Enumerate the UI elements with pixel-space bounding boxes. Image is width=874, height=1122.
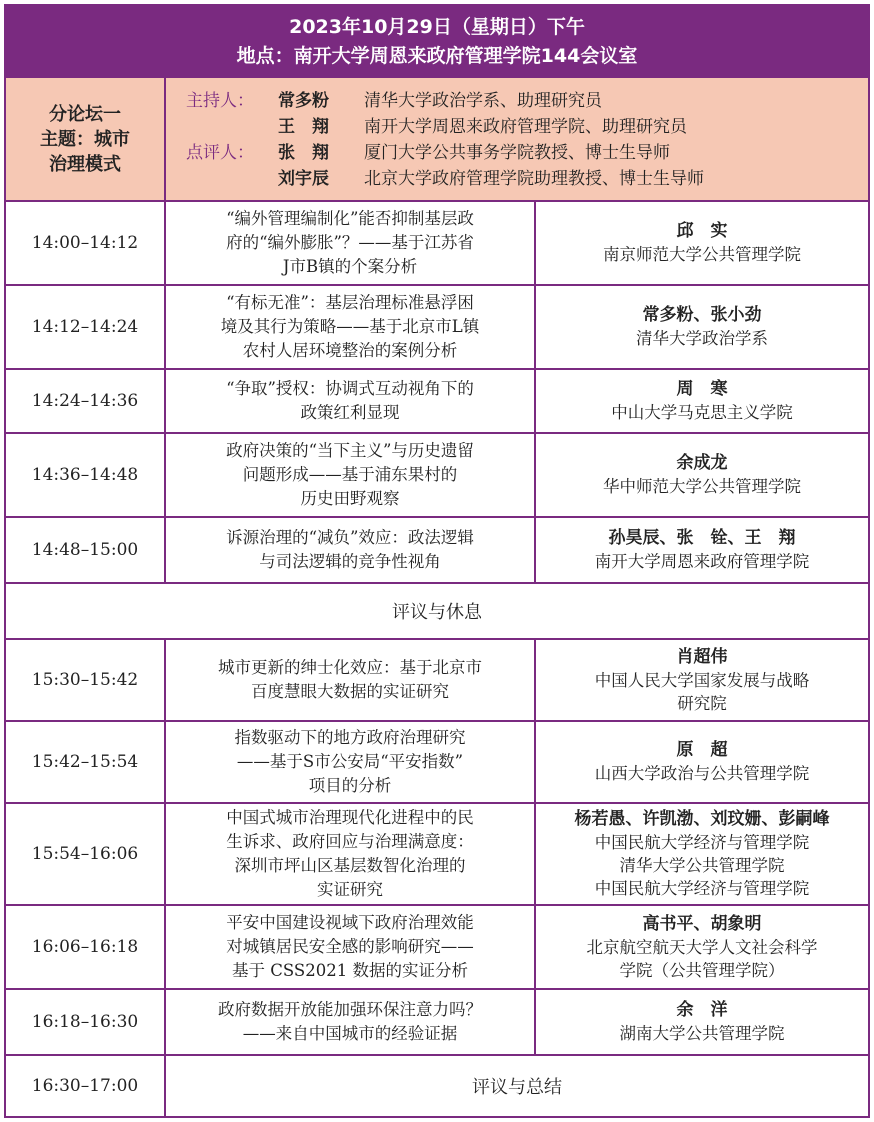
paper-title (166, 804, 536, 904)
paper-title (166, 906, 536, 988)
session-row (6, 286, 868, 370)
presenter-cell (536, 722, 868, 802)
paper-title-line: 诉源治理的“减负”效应：政法逻辑 (226, 528, 474, 547)
presenter-affiliation: 研究院 (677, 693, 727, 713)
session-row (6, 906, 868, 990)
paper-title (166, 640, 536, 720)
paper-title-line: 府的“编外膨胀”？——基于江苏省 (226, 233, 474, 252)
person-affiliation: 北京大学政府管理学院助理教授、博士生导师 (364, 169, 704, 189)
paper-title-line: “争取”授权：协调式互动视角下的 (226, 379, 474, 398)
paper-title-line: 深圳市坪山区基层数智化治理的 (234, 856, 466, 875)
paper-title-line: “有标无准”：基层治理标准悬浮困 (226, 293, 474, 312)
session-row (6, 640, 868, 722)
person-row (186, 88, 704, 114)
paper-title-line: ——基于S市公安局“平安指数” (236, 752, 464, 771)
paper-title-line: 问题形成——基于浦东果村的 (242, 465, 458, 484)
person-role (186, 114, 278, 140)
presenter-affiliation: 中国民航大学经济与管理学院 (594, 879, 810, 898)
presenter-affiliation: 北京航空航天大学人文社会科学 (586, 937, 818, 957)
forum-theme: 主题：城市 (40, 128, 130, 150)
paper-title-line: J市B镇的个案分析 (282, 257, 418, 276)
paper-title-line: 生诉求、政府回应与治理满意度： (226, 832, 474, 851)
paper-title-line: 实证研究 (317, 880, 383, 899)
person-name: 张 翔 (278, 143, 329, 163)
session-venue: 地点：南开大学周恩来政府管理学院144会议室 (236, 45, 638, 67)
paper-title-line: 平安中国建设视域下政府治理效能 (226, 913, 474, 932)
session-time: 14:24–14:36 (6, 370, 166, 432)
person-name: 王 翔 (278, 117, 329, 137)
session-row (6, 804, 868, 906)
session-time: 14:00–14:12 (6, 202, 166, 284)
forum-people (186, 88, 704, 192)
person-affiliation: 南开大学周恩来政府管理学院、助理研究员 (364, 117, 687, 137)
session-time: 15:54–16:06 (6, 804, 166, 904)
presenter-cell (536, 202, 868, 284)
paper-title-line: 政府数据开放能加强环保注意力吗？ (218, 1000, 482, 1019)
paper-title-line: 对城镇居民安全感的影响研究—— (226, 937, 474, 956)
person-name: 常多粉 (278, 91, 329, 111)
presenter-names: 杨若愚、许凯渤、刘玟姗、彭嗣峰 (574, 809, 830, 829)
presenter-names: 常多粉、张小劲 (642, 305, 762, 325)
paper-title-line: 城市更新的绅士化效应：基于北京市 (218, 658, 482, 677)
closing-time: 16:30–17:00 (6, 1056, 166, 1116)
presenter-affiliation: 中国人民大学国家发展与战略 (594, 670, 810, 690)
presenter-names: 高书平、胡象明 (642, 913, 762, 934)
person-role: 主持人： (186, 91, 254, 111)
presenter-affiliation: 南开大学周恩来政府管理学院 (594, 552, 810, 571)
closing-label: 评议与总结 (472, 1077, 562, 1098)
paper-title-line: ——来自中国城市的经验证据 (242, 1024, 458, 1043)
presenter-affiliation: 南京师范大学公共管理学院 (603, 245, 801, 264)
paper-title (166, 370, 536, 432)
session-row (6, 434, 868, 518)
paper-title (166, 518, 536, 582)
paper-title (166, 202, 536, 284)
presenter-cell (536, 906, 868, 988)
presenter-names: 邱 实 (676, 221, 728, 241)
person-affiliation: 清华大学政治学系、助理研究员 (364, 91, 602, 111)
presenter-cell (536, 286, 868, 368)
presenter-affiliation: 清华大学公共管理学院 (619, 856, 785, 875)
forum-info (6, 78, 868, 202)
session-time: 15:42–15:54 (6, 722, 166, 802)
presenter-affiliation: 山西大学政治与公共管理学院 (594, 764, 810, 783)
session-time: 14:12–14:24 (6, 286, 166, 368)
presenter-affiliation: 中国民航大学经济与管理学院 (594, 833, 810, 852)
agenda-table (4, 4, 870, 1118)
presenter-names: 周 寒 (676, 379, 728, 399)
session-time: 15:30–15:42 (6, 640, 166, 720)
paper-title (166, 722, 536, 802)
session-time: 14:36–14:48 (6, 434, 166, 516)
presenter-affiliation: 清华大学政治学系 (636, 329, 768, 348)
paper-title-line: 政策红利显现 (300, 403, 400, 422)
paper-title-line: 中国式城市治理现代化进程中的民 (226, 808, 474, 827)
paper-title-line: 境及其行为策略——基于北京市L镇 (220, 317, 480, 336)
presenter-names: 原 超 (676, 740, 728, 760)
person-role (186, 166, 278, 192)
session-time: 16:18–16:30 (6, 990, 166, 1054)
presenter-cell (536, 640, 868, 720)
person-name: 刘宇辰 (278, 169, 329, 189)
person-row (186, 140, 704, 166)
presenter-names: 肖超伟 (676, 646, 728, 667)
forum-title-cell (6, 78, 166, 200)
paper-title-line: 百度慧眼大数据的实证研究 (251, 682, 449, 701)
paper-title-line: 与司法逻辑的竞争性视角 (259, 552, 441, 571)
session-row (6, 370, 868, 434)
presenter-cell (536, 434, 868, 516)
person-row (186, 166, 704, 192)
paper-title-line: 农村人居环境整治的案例分析 (242, 341, 458, 360)
break-label: 评议与休息 (392, 602, 482, 623)
presenter-cell (536, 990, 868, 1054)
presenter-cell (536, 370, 868, 432)
paper-title (166, 286, 536, 368)
session-date: 2023年10月29日（星期日）下午 (289, 16, 585, 38)
presenter-names: 余 洋 (676, 1000, 728, 1020)
paper-title-line: 历史田野观察 (300, 489, 400, 508)
paper-title-line: 政府决策的“当下主义”与历史遗留 (226, 441, 474, 460)
person-row (186, 114, 704, 140)
closing-row (6, 1056, 868, 1116)
schedule-header (6, 6, 868, 78)
session-row (6, 518, 868, 584)
presenter-affiliation: 中山大学马克思主义学院 (611, 403, 793, 422)
session-time: 16:06–16:18 (6, 906, 166, 988)
paper-title (166, 434, 536, 516)
presenter-affiliation: 湖南大学公共管理学院 (619, 1024, 785, 1043)
paper-title-line: 指数驱动下的地方政府治理研究 (234, 728, 466, 747)
presenter-affiliation: 学院（公共管理学院） (619, 960, 785, 980)
presenter-cell (536, 804, 868, 904)
session-row (6, 722, 868, 804)
session-row (6, 202, 868, 286)
presenter-names: 孙昊辰、张 铨、王 翔 (608, 528, 796, 548)
paper-title-line: “编外管理编制化”能否抑制基层政 (226, 209, 474, 228)
presenter-cell (536, 518, 868, 582)
paper-title (166, 990, 536, 1054)
person-role: 点评人： (186, 143, 254, 163)
forum-theme-cont: 治理模式 (49, 153, 121, 175)
person-affiliation: 厦门大学公共事务学院教授、博士生导师 (364, 143, 670, 163)
session-time: 14:48–15:00 (6, 518, 166, 582)
forum-name: 分论坛一 (49, 103, 121, 125)
paper-title-line: 基于 CSS2021 数据的实证分析 (232, 961, 468, 980)
paper-title-line: 项目的分析 (308, 776, 392, 795)
presenter-names: 余成龙 (676, 453, 728, 473)
break-row (6, 584, 868, 640)
presenter-affiliation: 华中师范大学公共管理学院 (603, 477, 801, 496)
session-row (6, 990, 868, 1056)
